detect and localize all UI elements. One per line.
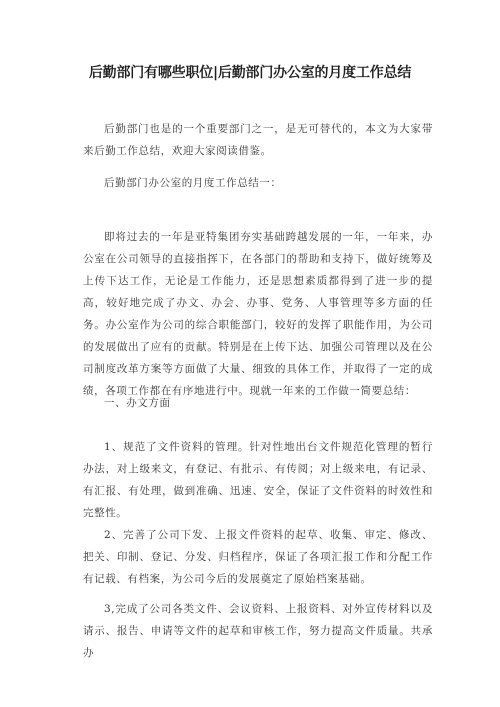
section-heading-summary-one: 后勤部门办公室的月度工作总结一： (104, 177, 282, 189)
list-item: 1、规范了文件资料的管理。针对性地出台文件规范化管理的暂行办法，对上级来文，有登记、有批示、有传阅；对上级来电，有记录、有汇报、有处理，做到准确、迅速、安全，保证了文件资料的时效性和完整性。 (83, 441, 433, 519)
list-item: 2、完善了公司下发、上报文件资料的起草、收集、审定、修改、把关、印制、登记、分发、归档程序，保证了各项汇报工作和分配工作有记载、有档案，为公司今后的发展奠定了原始档案基础。 (83, 529, 433, 585)
body-paragraph: 即将过去的一年是亚特集团夯实基础跨越发展的一年，一年来，办公室在公司领导的直接指挥下，在各部门的帮助和支持下，做好统筹及上传下达工作，无论是工作能力，还是思想素质都得到了进一步的提高，较好地完成了办文、办会、办事、党务、人事管理等多方面的任务。办公室作为公司的综合职能部门，较好的发挥了职能作用，为公司的发展做出了应有的贡献。特别是在上传下达、加强公司管理以及在公司制度改革方案等方面做了大量、细致的具体工作，并取得了一定的成绩，各项工作都在有序地进行中。现就一年来的工作做一简要总结： (83, 231, 433, 397)
section-heading-documents: 一、办文方面 (104, 397, 171, 409)
intro-paragraph: 后勤部门也是的一个重要部门之一，是无可替代的，本文为大家带来后勤工作总结，欢迎大家阅读借鉴。 (83, 123, 433, 157)
page-title: 后勤部门有哪些职位|后勤部门办公室的月度工作总结 (88, 65, 412, 81)
list-item: 3,完成了公司各类文件、会议资料、上报资料、对外宣传材料以及请示、报告、申请等文件的起草和审核工作，努力提高文件质量。共承办 (83, 603, 433, 659)
